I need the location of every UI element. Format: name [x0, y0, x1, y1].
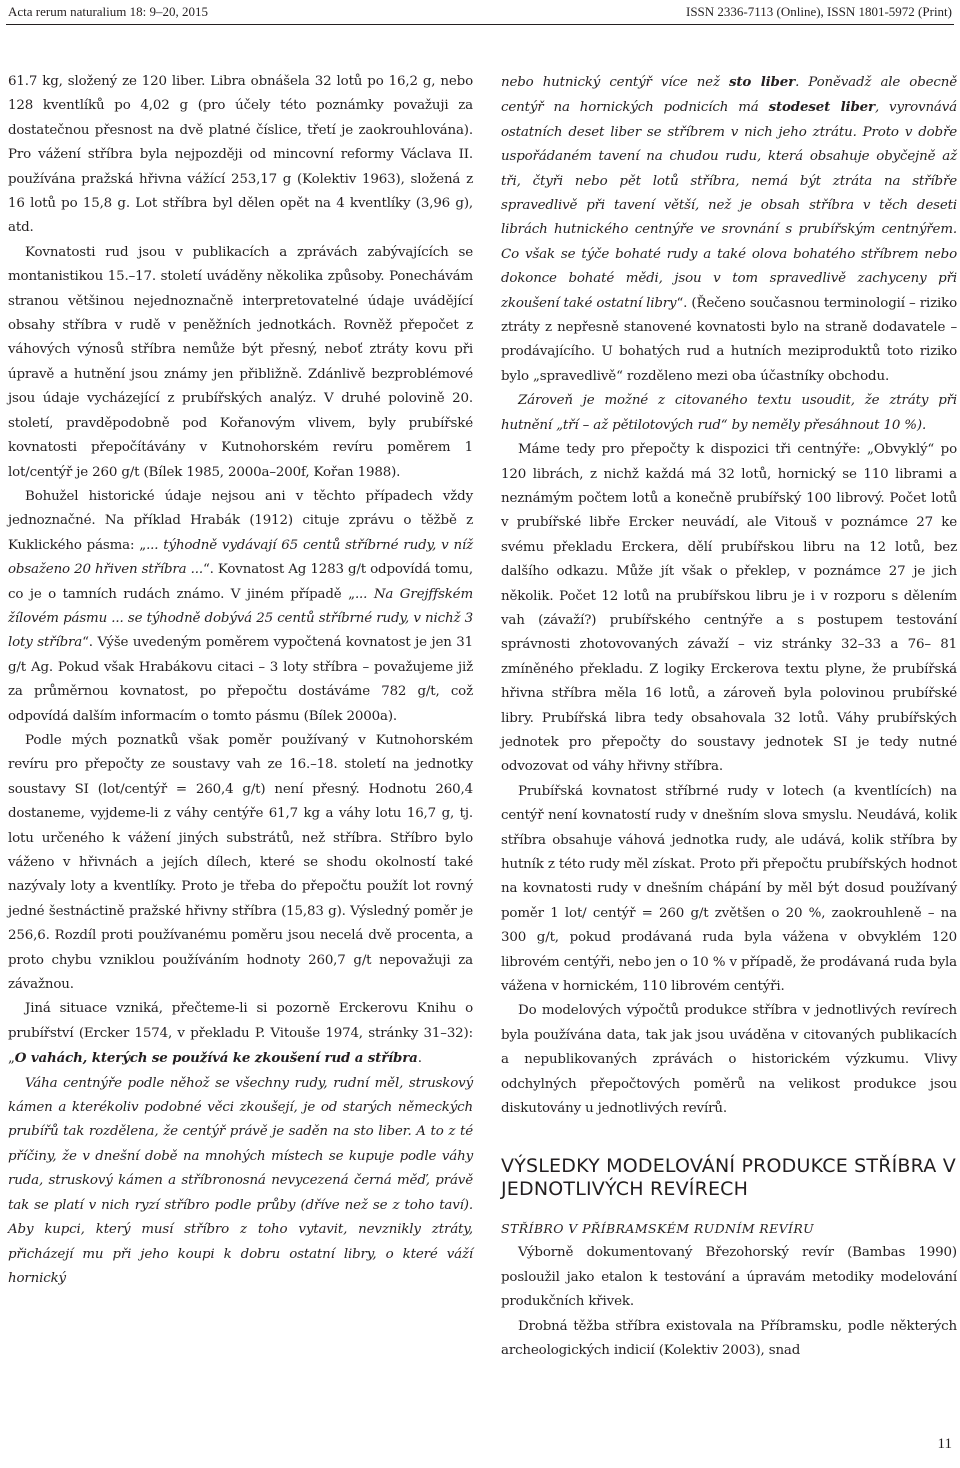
subsection-heading: STŘÍBRO V PŘÍBRAMSKÉM RUDNÍM REVÍRU: [501, 1221, 815, 1237]
journal-citation: Acta rerum naturalium 18: 9–20, 2015: [8, 4, 209, 19]
paragraph: Podle mých poznatků však poměr používaný v Kutnohorském revíru pro přepočty ze soustavy vah ze 16.–18. století na jednotky soustavy SI (lot/centýř = 260,4 g/t) není přesný. Hodnotu 260,4 dostaneme, vyjdeme-li z váhy centýře 61,7 kg a váhy lotu 16,7 g, tj. lotu určeného k vážení jiných substrátů, než stříbra. Stříbro bylo váženo v hřivnách a jejích dílech, které se shodu okolností také nazývaly loty a kventlíky. Proto je třeba do přepočtu použít lot rovný jedné šestnáctině pražské hřivny stříbra (15,83 g). Výsledný poměr je 256,6. Rozdíl proti používanému poměru jsou necelá dvě procenta, a proto chybu vzniklou používáním hodnoty 260,7 g/t nepovažuji za závažnou.: [8, 732, 473, 993]
paragraph: Máme tedy pro přepočty k dispozici tři centnýře: „Obvyklý“ po 120 librách, z nichž každá má 32 lotů, hornický se 110 librami a neznámým počtem lotů a konečně prubířský 100 librový. Počet lotů v prubířské libře Ercker neuvádí, ale Vitouš v poznámce 27 ke svému překladu Erckera, dělí prubířskou libru na 12 lotů, bez dalšího odkazu. Může jít však o překlep, v poznámce 27 je jich několik. Počet 12 lotů na prubířskou libru je i v rozporu s dělením vah (závaží?) prubířského centnýře a s postupem testování správnosti zhotovovaných závaží – viz stránky 32–33 a 76– 81 zmíněného překladu. Z logiky Erckerova textu plyne, že prubířská hřivna stříbra měla 16 lotů, a zároveň byla polovinou prubířské libry. Prubířská libra tedy obsahovala 32 lotů. Váhy prubířských jednotek pro přepočty do soustavy jednotek SI je tedy nutné odvozovat od váhy hřivny stříbra.: [501, 442, 957, 775]
paragraph: Prubířská kovnatost stříbrné rudy v lotech (a kventlících) na centýř není kovnatostí rudy v dnešním slova smyslu. Neudává, kolik stříbra obsahuje váhová jednotka rudy, ale udává, kolik stříbra by hutník z této rudy měl získat. Proto při přepočtu prubířských hodnot na kovnatosti rudy v dnešním chápání by měl být dosud používaný poměr 1 lot/ centýř = 260 g/t zvětšen o 20 %, zaokrouhleně – na 300 g/t, pokud prodávaná ruda byla vážena v obvyklém 120 librovém centýři, nebo jen o 10 % v případě, že prodávaná ruda byla vážena v hornickém, 110 librovém centýři.: [501, 783, 957, 995]
quoted-title: O vahách, kterých se používá ke zkoušení rud a stříbra: [14, 1050, 418, 1067]
left-column: [8, 70, 473, 1291]
paragraph: Jiná situace vzniká, přečteme-li si pozorně Erckerovu Knihu o prubířství (Ercker 1574, v překladu P. Vitouše 1974, stránky 31–32): „O vahách, kterých se používá ke zkoušení rud a stříbra.: [8, 1001, 473, 1067]
quote: ... týhodně vydávají 65 centů stříbrné rudy, v níž obsaženo 20 hřiven stříbra ...: [8, 537, 473, 578]
quote: ... Na Grejffském žílovém pásmu ... se týhodně dobývá 25 centů stříbrné rudy, v nichž 3 loty stříbra: [8, 586, 473, 651]
running-header: [8, 4, 952, 22]
paragraph: Do modelových výpočtů produkce stříbra v jednotlivých revírech byla používána data, tak jak jsou uváděna v citovaných publikacích a nepublikovaných zprávách o historickém výzkumu. Vlivy odchylných přepočtových poměrů na velikost produkce jsou diskutovány u jednotlivých revírů.: [501, 1003, 957, 1117]
page-number: 11: [937, 1436, 952, 1452]
header-rule: [6, 24, 954, 25]
italic-paragraph: Zároveň je možné z citovaného textu usoudit, že ztráty při hutnění „tří – až pětilotových rud“ by neměly přesáhnout 10 %).: [501, 393, 957, 433]
right-column: [501, 70, 957, 1364]
paragraph: Drobná těžba stříbra existovala na Příbramsku, podle některých archeologických indicií (Kolektiv 2003), snad: [501, 1318, 957, 1359]
section-heading: VÝSLEDKY MODELOVÁNÍ PRODUKCE STŘÍBRA V JEDNOTLIVÝCH REVÍRECH: [501, 1155, 956, 1201]
paragraph: 61.7 kg, složený ze 120 liber. Libra obnášela 32 lotů po 16,2 g, nebo 128 kventlíků po 4,02 g (pro účely této poznámky považuji za dostatečnou přesnost na dvě platné číslice, třetí je zaokrouhlována). Pro vážení stříbra byla nejpozději od mincovní reformy Václava II. používána pražská hřivna vážící 253,17 g (Kolektiv 1963), složená z 16 lotů po 15,8 g. Lot stříbra byl dělen opět na 4 kventlíky (3,96 g), atd.: [8, 74, 473, 236]
paragraph: Bohužel historické údaje nejsou ani v těchto případech vždy jednoznačné. Na příklad Hrabák (1912) cituje zprávu o těžbě z Kuklického pásma: „... týhodně vydávají 65 centů stříbrné rudy, v níž obsaženo 20 hřiven stříbra ...“. Kovnatost Ag 1283 g/t odpovídá tomu, co je o tamních rudách známo. V jiném případě „... Na Grejffském žílovém pásmu ... se týhodně dobývá 25 centů stříbrné rudy, v nichž 3 loty stříbra“. Výše uvedeným poměrem vypočtená kovnatost je jen 31 g/t Ag. Pokud však Hrabákovu citaci – 3 loty stříbra – považujeme již za průměrnou kovnatost, po přepočtu dostáváme 782 g/t, což odpovídá dalším informacím o tomto pásmu (Bílek 2000a).: [8, 488, 474, 724]
paragraph: Kovnatosti rud jsou v publikacích a zprávách zabývajících se montanistikou 15.–17. století uváděny několika způsoby. Ponechávám stranou většinou nejednoznačně interpretovatelné údaje uvádějící obsahy stříbra v rudě v peněžních jednotkách. Rovněž přepočet z váhových výnosů stříbra nemůže být přesný, neboť ztráty kovu při úpravě a hutnění jsou známy jen přibližně. Zdánlivě bezproblémové jsou údaje vycházející z prubířských analýz. V druhé polovině 20. století, pravděpodobně pod Kořanovým vlivem, byly prubířské kovnatosti přepočítávány v Kutnohorském revíru poměrem 1 lot/centýř je 260 g/t (Bílek 1985, 2000a–200f, Kořan 1988).: [8, 244, 473, 480]
issn-line: ISSN 2336-7113 (Online), ISSN 1801-5972 (Print): [685, 4, 952, 19]
italic-quote-paragraph: Váha centnýře podle něhož se všechny rudy, rudní měl, struskový kámen a kterékoliv podobné věci zkoušejí, je od starých německých prubířů tak rozdělena, že centýř právě je saděn na sto liber. A to z té příčiny, že v dnešní době na mnohých místech se kupuje podle váhy ruda, struskový kámen a stříbronosná nevycezená černá měď, právě tak se platí v nich ryzí stříbro podle průby (dříve než se z toho taví). Aby kupci, který musí stříbro z toho vytavit, nevznikly ztráty, přicházejí mu při jeho koupi k dobru ostatní libry, o které váží hornický: [8, 1075, 473, 1286]
paragraph: Výborně dokumentovaný Březohorský revír (Bambas 1990) posloužil jako etalon k testování a úpravám metodiky modelování produkčních křivek.: [501, 1245, 957, 1310]
italic-quote-paragraph: nebo hutnický centýř více než sto liber. Poněvadž ale obecně centýř na hornických podnicích má stodeset liber, vyrovnává ostatních deset liber se stříbrem v nich jeho ztrátu. Proto v dobře uspořádaném tavení na chudou rudu, která obsahuje obyčejně až tři, čtyři nebo pět lotů stříbra, nemá být ztráta na stříbře spravedlivě při tavení větší, než je obsah stříbra v těch deseti librách hutnického centnýře ve srovnání s prubířským centnýřem. Co však se týče bohaté rudy a také olova bohatého stříbrem nebo dokonce bohaté mědi, jsou v tom spravedlivě zachyceny při zkoušení také ostatní libry“. (Řečeno současnou terminologií – riziko ztráty z nepřesně stanovené kovnatosti bylo na straně dodavatele – prodávajícího. U bohatých rud a hutních meziproduktů toto riziko bylo „spravedlivě“ rozděleno mezi oba účastníky obchodu.: [501, 74, 957, 384]
